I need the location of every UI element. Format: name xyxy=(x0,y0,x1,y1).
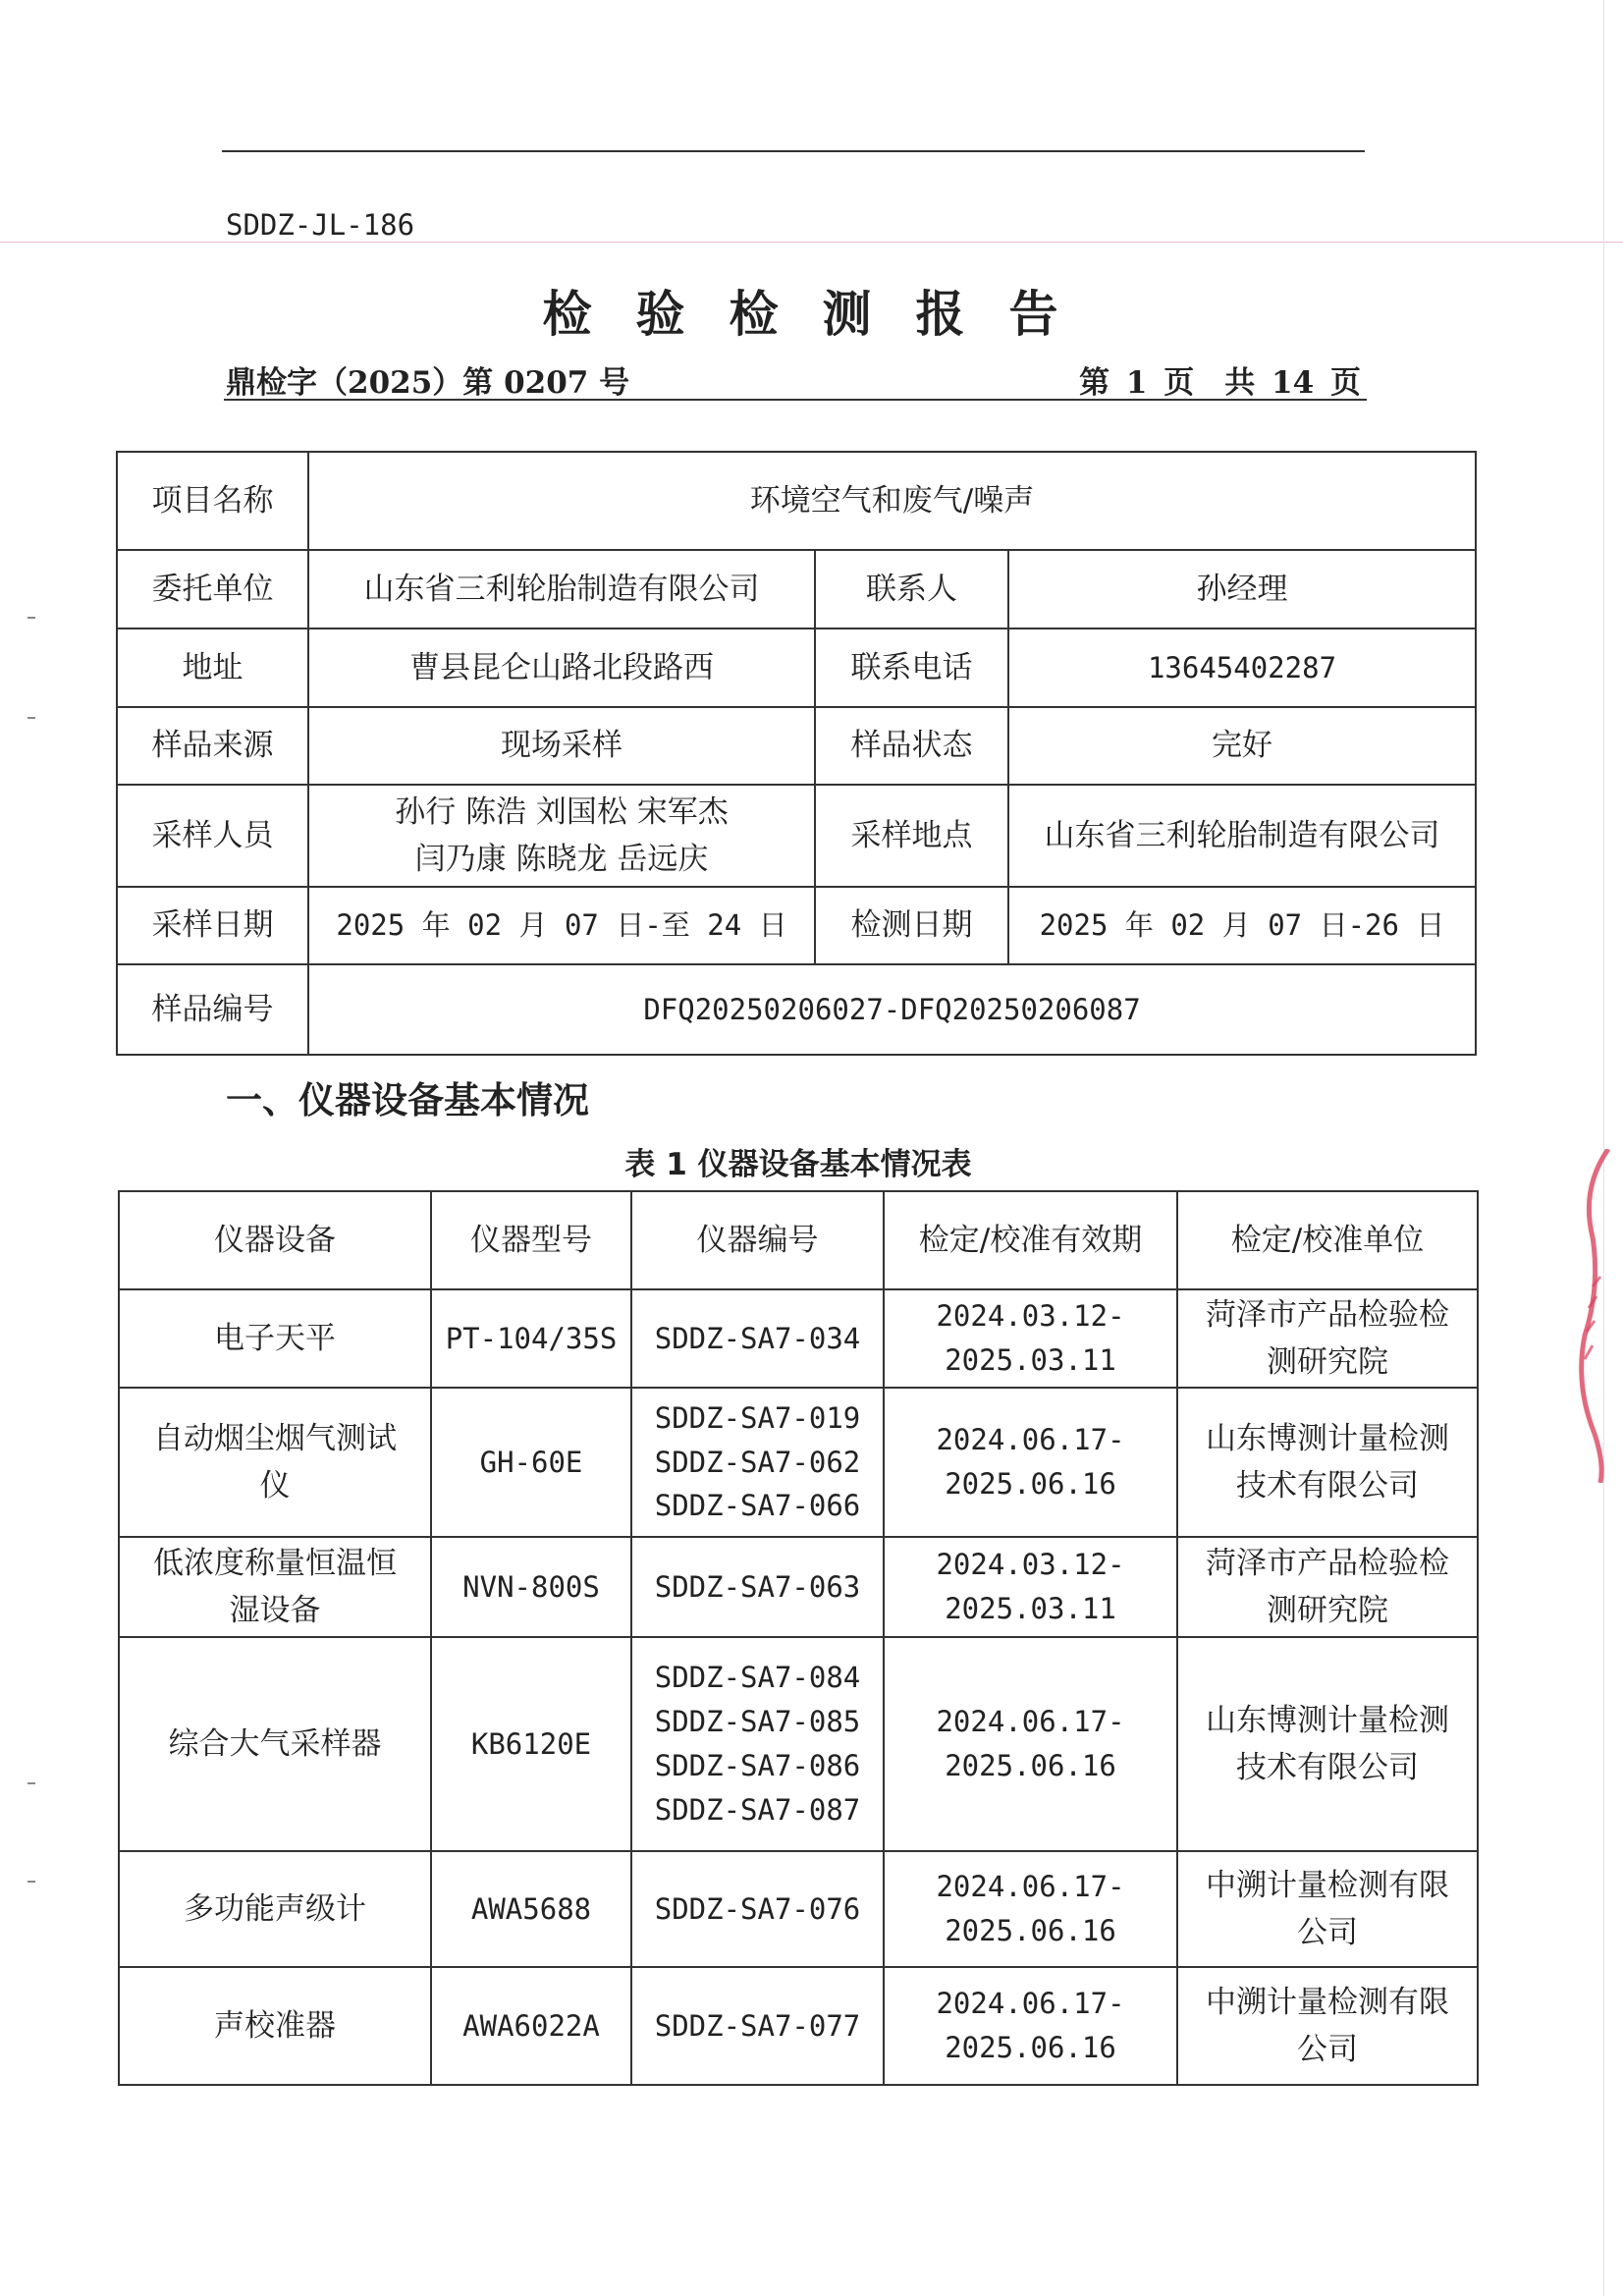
calibration-unit-cell xyxy=(1177,1537,1478,1637)
calibration-unit-line: 中溯计量检测有限 xyxy=(1206,1867,1449,1903)
calibration-unit-line: 测研究院 xyxy=(1267,1593,1388,1628)
site-label: 采样地点 xyxy=(815,785,1008,887)
samplers-label: 采样人员 xyxy=(117,785,308,887)
calibration-validity-line: 2025.06.16 xyxy=(945,1749,1116,1782)
sample-date-value: 2025 年 02 月 07 日-至 24 日 xyxy=(308,887,815,964)
calibration-unit-line: 测研究院 xyxy=(1267,1344,1388,1380)
samplers-line-2: 闫乃康 陈晓龙 岳远庆 xyxy=(414,842,709,877)
sample-no-value: DFQ20250206027-DFQ20250206087 xyxy=(308,964,1476,1055)
calibration-validity-line: 2024.06.17- xyxy=(936,1870,1125,1904)
calibration-unit-line: 山东博测计量检测 xyxy=(1206,1702,1449,1738)
equipment-name-cell xyxy=(119,1537,431,1637)
calibration-validity-line: 2025.03.11 xyxy=(945,1343,1116,1377)
page-indicator: 第 1 页 共 14 页 xyxy=(1079,365,1361,401)
equipment-id-line: SDDZ-SA7-019 xyxy=(654,1400,861,1435)
equipment-name-line: 电子天平 xyxy=(214,1320,336,1356)
equipment-name-line: 自动烟尘烟气测试 xyxy=(153,1420,397,1456)
seal-stamp-edge xyxy=(1571,1149,1610,1483)
equipment-name-line: 湿设备 xyxy=(229,1593,321,1628)
equipment-row xyxy=(119,1289,1478,1388)
equipment-id-line: SDDZ-SA7-086 xyxy=(654,1749,861,1782)
calibration-unit-cell xyxy=(1177,1388,1478,1537)
margin-mark xyxy=(27,617,35,619)
equipment-id-cell xyxy=(631,1851,884,1967)
test-date-label: 检测日期 xyxy=(815,887,1008,964)
calibration-unit-line: 技术有限公司 xyxy=(1236,1750,1419,1785)
equipment-row xyxy=(119,1967,1478,2085)
page-edge xyxy=(1603,0,1604,2296)
equipment-table xyxy=(118,1190,1479,2086)
equipment-id-line: SDDZ-SA7-084 xyxy=(654,1661,861,1695)
header-cell: 仪器设备 xyxy=(119,1191,431,1289)
sample-no-label: 样品编号 xyxy=(117,964,308,1055)
calibration-unit-cell xyxy=(1177,1289,1478,1388)
margin-mark xyxy=(27,1782,35,1784)
header-cell: 仪器编号 xyxy=(631,1191,884,1289)
reference-line xyxy=(224,354,1367,401)
samplers-line-1: 孙行 陈浩 刘国松 宋军杰 xyxy=(395,793,729,830)
header-cell: 仪器型号 xyxy=(431,1191,631,1289)
calibration-unit-line: 菏泽市产品检验检 xyxy=(1206,1545,1449,1581)
calibration-unit-cell xyxy=(1177,1851,1478,1967)
calibration-validity-cell xyxy=(884,1537,1177,1637)
calibration-validity-line: 2024.06.17- xyxy=(936,1423,1125,1457)
equipment-id-cell xyxy=(631,1289,884,1388)
contact-label: 联系人 xyxy=(815,550,1008,629)
calibration-validity-cell xyxy=(884,1851,1177,1967)
calibration-validity-cell xyxy=(884,1637,1177,1851)
calibration-validity-line: 2025.06.16 xyxy=(945,1914,1116,1947)
equipment-name-cell xyxy=(119,1289,431,1388)
equipment-id-line: SDDZ-SA7-034 xyxy=(654,1321,861,1355)
calibration-validity-cell xyxy=(884,1967,1177,2085)
phone-value: 13645402287 xyxy=(1008,629,1476,707)
project-value: 环境空气和废气/噪声 xyxy=(308,452,1476,550)
equipment-model-cell: AWA5688 xyxy=(431,1851,631,1967)
report-number: 鼎检字（2025）第 0207 号 xyxy=(226,365,630,401)
calibration-validity-line: 2024.03.12- xyxy=(936,1548,1125,1582)
equipment-name-line: 低浓度称量恒温恒 xyxy=(153,1545,397,1581)
equipment-model-cell: GH-60E xyxy=(431,1388,631,1537)
margin-mark xyxy=(27,1881,35,1883)
header-rule xyxy=(222,150,1365,152)
calibration-unit-line: 公司 xyxy=(1297,1915,1358,1950)
equipment-model-cell: NVN-800S xyxy=(431,1537,631,1637)
equipment-id-line: SDDZ-SA7-063 xyxy=(654,1569,861,1604)
equipment-id-line: SDDZ-SA7-077 xyxy=(654,2008,861,2043)
header-cell: 检定/校准单位 xyxy=(1177,1191,1478,1289)
equipment-id-line: SDDZ-SA7-062 xyxy=(654,1445,861,1479)
margin-mark xyxy=(27,717,35,719)
equipment-id-cell xyxy=(631,1637,884,1851)
phone-label: 联系电话 xyxy=(815,629,1008,707)
equipment-row xyxy=(119,1537,1478,1637)
equipment-name-cell xyxy=(119,1388,431,1537)
address-label: 地址 xyxy=(117,629,308,707)
equipment-model-cell: KB6120E xyxy=(431,1637,631,1851)
header-cell: 检定/校准有效期 xyxy=(884,1191,1177,1289)
site-value: 山东省三利轮胎制造有限公司 xyxy=(1008,785,1476,887)
equipment-id-cell xyxy=(631,1537,884,1637)
contact-value: 孙经理 xyxy=(1008,550,1476,629)
address-value: 曹县昆仑山路北段路西 xyxy=(308,629,815,707)
equipment-id-line: SDDZ-SA7-085 xyxy=(654,1705,861,1739)
equipment-row xyxy=(119,1637,1478,1851)
calibration-validity-line: 2024.03.12- xyxy=(936,1299,1125,1334)
calibration-validity-cell xyxy=(884,1388,1177,1537)
basic-info-table xyxy=(116,451,1477,1056)
calibration-validity-line: 2025.06.16 xyxy=(945,1467,1116,1501)
equipment-id-line: SDDZ-SA7-076 xyxy=(654,1891,861,1926)
calibration-unit-line: 中溯计量检测有限 xyxy=(1206,1984,1449,2020)
calibration-validity-line: 2025.03.11 xyxy=(945,1592,1116,1625)
document-code: SDDZ-JL-186 xyxy=(226,208,415,242)
equipment-header-row xyxy=(119,1191,1478,1289)
scan-guide-line xyxy=(0,242,1623,243)
equipment-model-cell: AWA6022A xyxy=(431,1967,631,2085)
calibration-validity-line: 2024.06.17- xyxy=(936,1987,1125,2021)
calibration-unit-cell xyxy=(1177,1637,1478,1851)
calibration-validity-line: 2024.06.17- xyxy=(936,1705,1125,1739)
equipment-row xyxy=(119,1388,1478,1537)
equipment-id-cell xyxy=(631,1967,884,2085)
calibration-validity-line: 2025.06.16 xyxy=(945,2031,1116,2064)
status-value: 完好 xyxy=(1008,707,1476,785)
equipment-row xyxy=(119,1851,1478,1967)
sample-date-label: 采样日期 xyxy=(117,887,308,964)
equipment-id-line: SDDZ-SA7-087 xyxy=(654,1792,861,1827)
client-label: 委托单位 xyxy=(117,550,308,629)
calibration-unit-cell xyxy=(1177,1967,1478,2085)
calibration-unit-line: 技术有限公司 xyxy=(1236,1468,1419,1503)
table-caption: 表 1 仪器设备基本情况表 xyxy=(624,1147,972,1182)
calibration-unit-line: 菏泽市产品检验检 xyxy=(1206,1296,1449,1333)
equipment-name-line: 多功能声级计 xyxy=(184,1890,366,1927)
equipment-name-cell xyxy=(119,1851,431,1967)
report-title: 检验检测报告 xyxy=(542,285,1103,343)
equipment-id-line: SDDZ-SA7-066 xyxy=(654,1489,861,1523)
client-value: 山东省三利轮胎制造有限公司 xyxy=(308,550,815,629)
status-label: 样品状态 xyxy=(815,707,1008,785)
source-value: 现场采样 xyxy=(308,707,815,785)
section-heading: 一、仪器设备基本情况 xyxy=(226,1079,589,1121)
equipment-id-cell xyxy=(631,1388,884,1537)
equipment-name-line: 仪 xyxy=(259,1468,291,1503)
samplers-value xyxy=(308,785,815,887)
equipment-name-line: 声校准器 xyxy=(214,2007,336,2044)
equipment-name-line: 综合大气采样器 xyxy=(168,1725,382,1762)
test-date-value: 2025 年 02 月 07 日-26 日 xyxy=(1008,887,1476,964)
source-label: 样品来源 xyxy=(117,707,308,785)
calibration-unit-line: 公司 xyxy=(1297,2032,1358,2067)
equipment-name-cell xyxy=(119,1967,431,2085)
calibration-unit-line: 山东博测计量检测 xyxy=(1206,1420,1449,1456)
equipment-name-cell xyxy=(119,1637,431,1851)
project-label: 项目名称 xyxy=(117,452,308,550)
equipment-table-body xyxy=(119,1191,1478,2085)
equipment-model-cell: PT-104/35S xyxy=(431,1289,631,1388)
calibration-validity-cell xyxy=(884,1289,1177,1388)
